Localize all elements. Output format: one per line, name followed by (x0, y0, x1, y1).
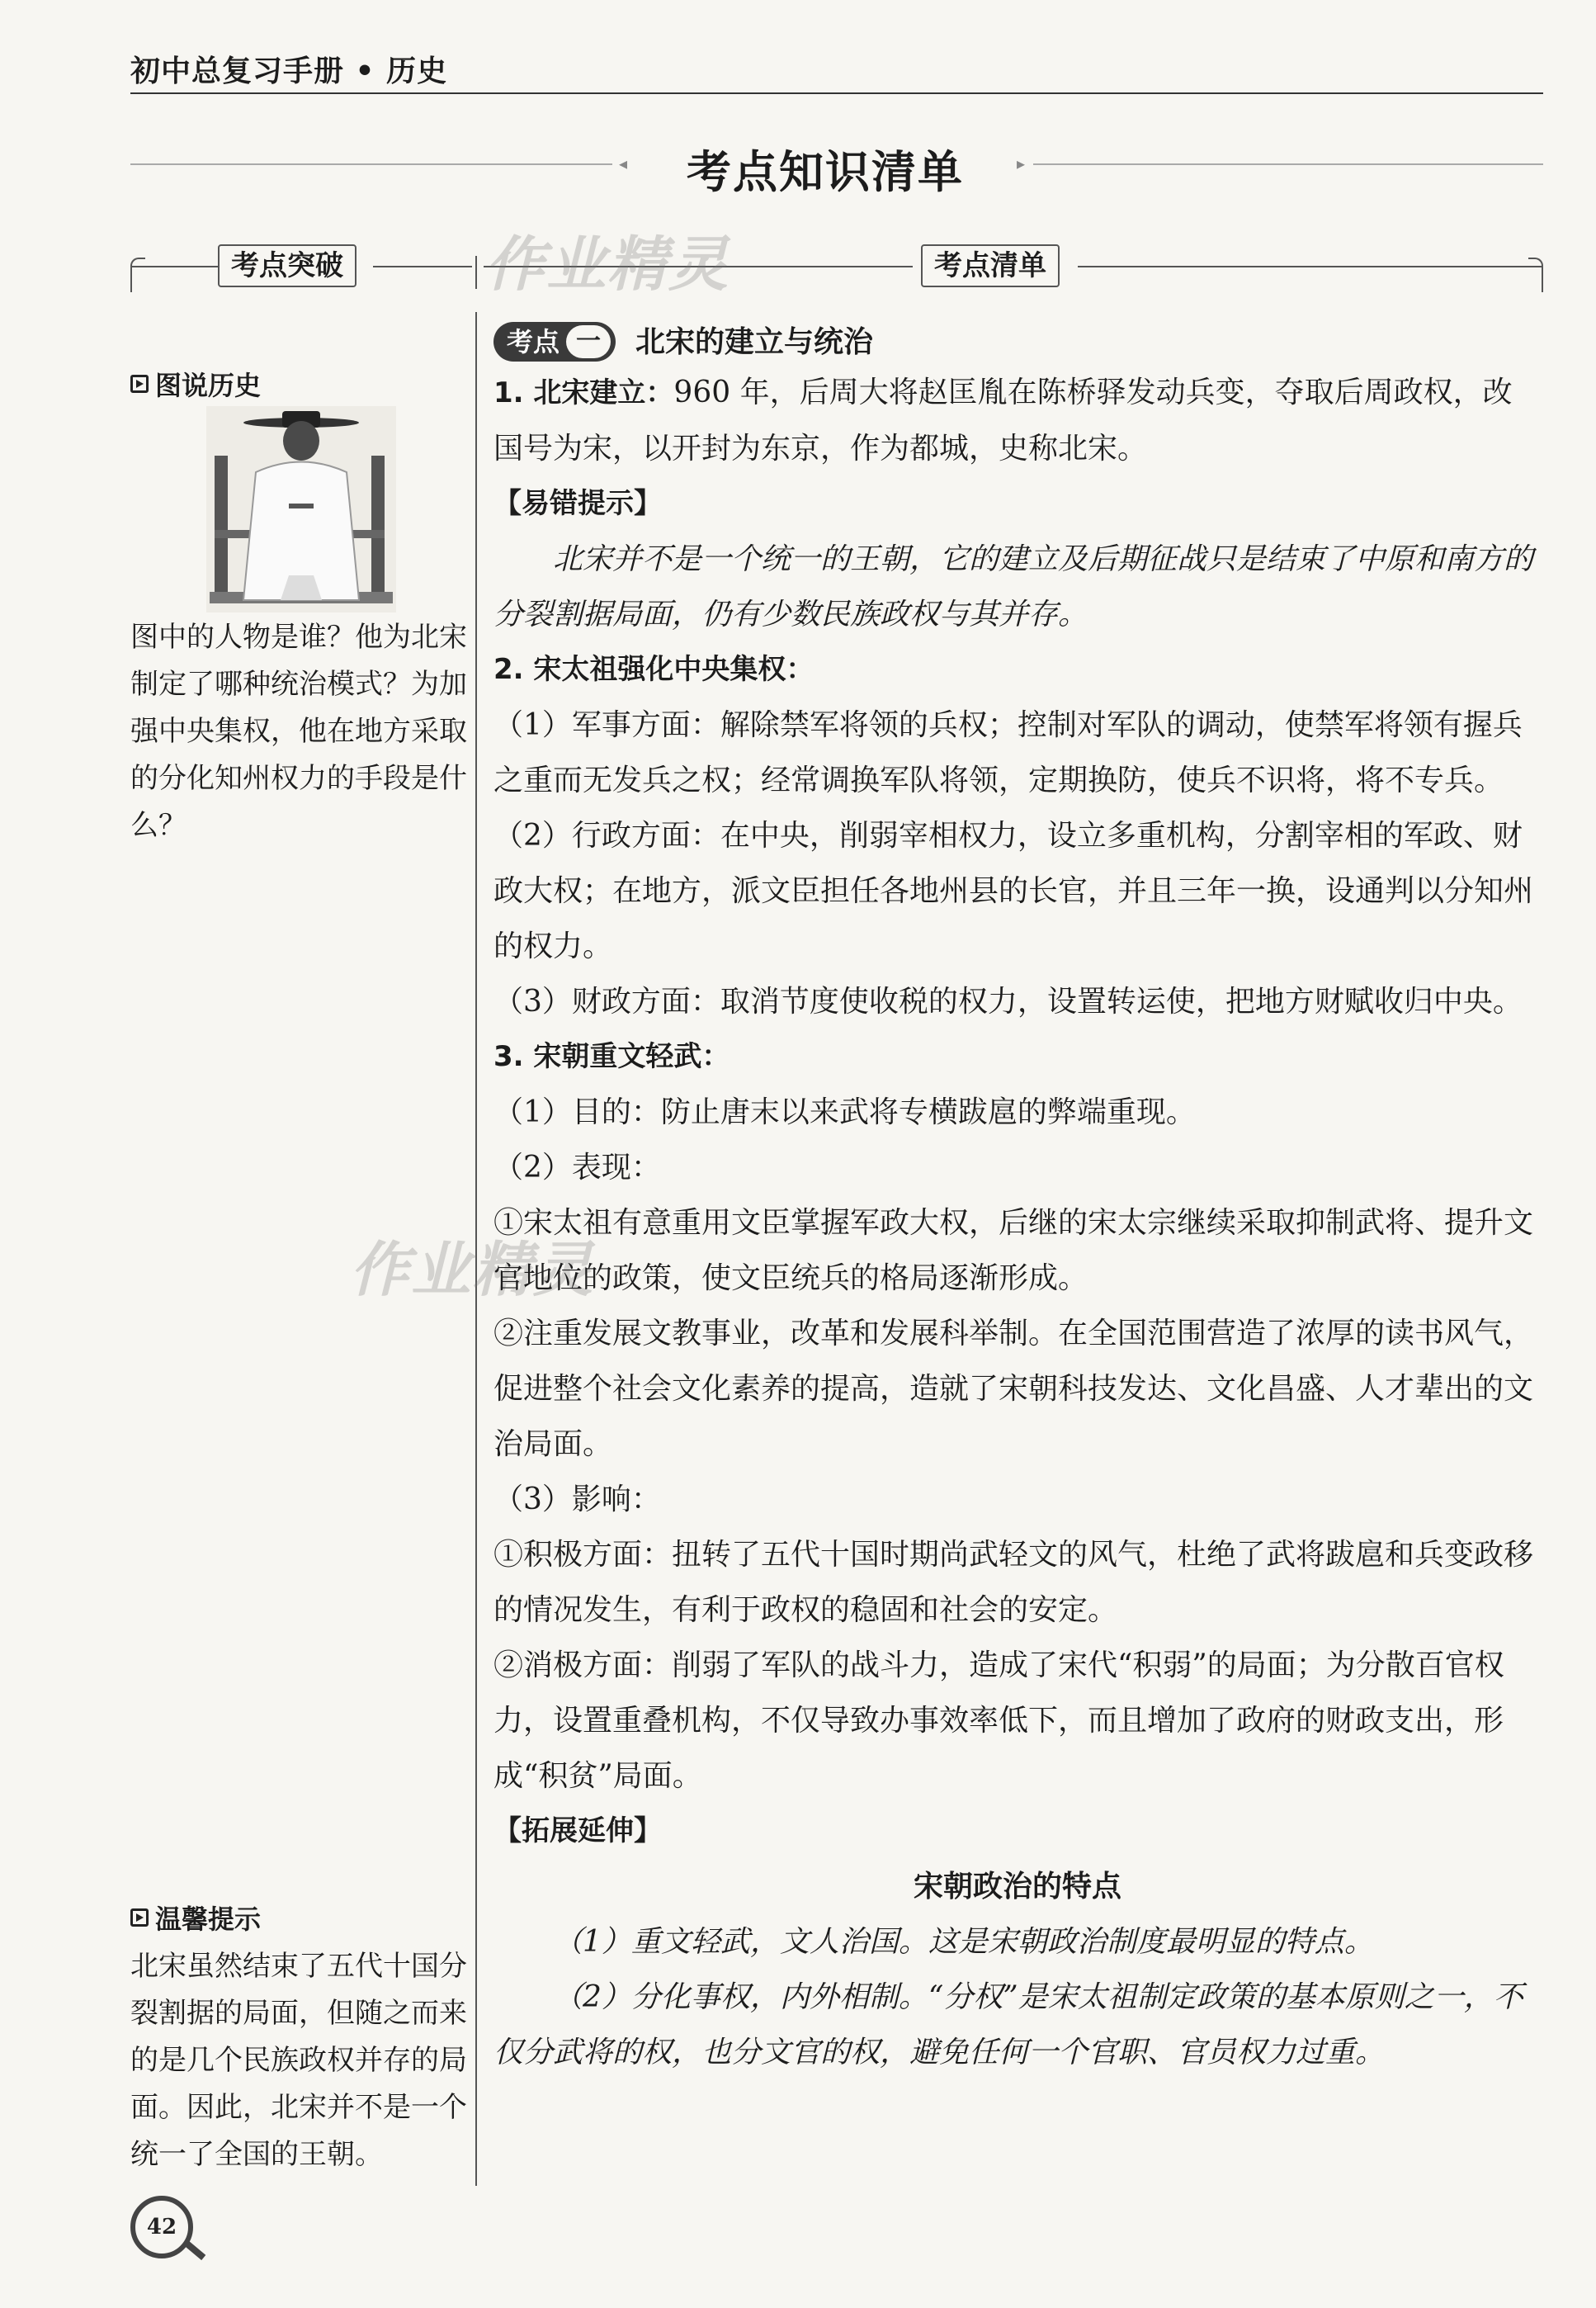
paragraph-3-heading: 3. 宋朝重文轻武： (493, 1040, 730, 1073)
extension-2: （2）分化事权，内外相制。“分权”是宋太祖制定政策的基本原则之一，不仅分武将的权，也分文官的权，避免任何一个官职、官员权力过重。 (493, 1980, 1523, 2069)
play-box-icon (130, 375, 149, 393)
paragraph-3-3b: ②消极方面：削弱了军队的战斗力，造成了宋代“积弱”的局面；为分散百官权力，设置重叠机构，不仅导致办事效率低下，而且增加了政府的财政支出，形成“积贫”局面。 (493, 1648, 1504, 1793)
paragraph-3-2: （2）表现： (493, 1151, 661, 1185)
bracket-left (130, 258, 145, 292)
paragraph-1: 1. 北宋建立：960 年，后周大将赵匡胤在陈桥驿发动兵变，夺取后周政权，改国号为宋，以开封为东京，作为都城，史称北宋。 (493, 376, 1513, 466)
picture-heading: 图说历史 (130, 365, 261, 403)
error-tip-heading: 【易错提示】 (493, 487, 662, 520)
paragraph-3-2b: ②注重发展文教事业，改革和发展科举制。在全国范围营造了浓厚的读书风气，促进整个社会文化素养的提高，造就了宋朝科技发达、文化昌盛、人才辈出的文治局面。 (493, 1317, 1534, 1461)
section-rule-left (130, 163, 612, 165)
main-content (493, 312, 1542, 2080)
paragraph-3-3a: ①积极方面：扭转了五代十国时期尚武轻文的风气，杜绝了武将跋扈和兵变政移的情况发生，有利于政权的稳固和社会的安定。 (493, 1538, 1534, 1627)
watermark: 作业精灵 (350, 1235, 595, 1304)
extension-1: （1）重文轻武，文人治国。这是宋朝政治制度最明显的特点。 (553, 1925, 1374, 1959)
extension-title: 宋朝政治的特点 (913, 1870, 1121, 1904)
tab-line (373, 266, 472, 267)
paragraph-2-2: （2）行政方面：在中央，削弱宰相权力，设立多重机构，分割宰相的军政、财政大权；在地方，派文臣担任各地州县的长官，并且三年一换，设通判以分知州的权力。 (493, 819, 1534, 963)
tab-line (1078, 266, 1542, 267)
tab-kaodian-tupo: 考点突破 (218, 244, 357, 287)
paragraph-3-1: （1）目的：防止唐末以来武将专横跋扈的弊端重现。 (493, 1095, 1196, 1129)
paragraph-2-heading: 2. 宋太祖强化中央集权： (493, 653, 815, 686)
extension-heading: 【拓展延伸】 (493, 1814, 662, 1847)
paragraph-3-2a: ①宋太祖有意重用文臣掌握军政大权，后继的宋太宗继续采取抑制武将、提升文官地位的政策，使文臣统兵的格局逐渐形成。 (493, 1206, 1534, 1295)
tab-kaodian-qingdan: 考点清单 (921, 244, 1060, 287)
play-box-icon (130, 1908, 149, 1927)
picture-question: 图中的人物是谁？他为北宋制定了哪种统治模式？为加强中央集权，他在地方采取的分化知州权力的手段是什么？ (130, 621, 467, 842)
kaodian-badge: 考点 一 (493, 322, 616, 362)
bracket-right (1528, 258, 1543, 292)
paragraph-3-3: （3）影响： (493, 1483, 661, 1516)
page-number: 42 (130, 2196, 193, 2258)
magnifier-tail-icon (184, 2240, 206, 2260)
paragraph-2-1: （1）军事方面：解除禁军将领的兵权；控制对军队的调动，使禁军将领有握兵之重而无发兵之权；经常调换军队将领，定期换防，使兵不识将，将不专兵。 (493, 708, 1523, 797)
header-rule (130, 92, 1543, 94)
section-rule-right (1033, 163, 1543, 165)
tip-text: 北宋虽然结束了五代十国分裂割据的局面，但随之而来的是几个民族政权并存的局面。因此，北宋并不是一个统一了全国的王朝。 (130, 1950, 467, 2171)
kaodian-heading (493, 312, 1542, 365)
right-arrow-icon: ▸ (1017, 154, 1026, 173)
tab-line (475, 256, 477, 289)
section-title: 考点知识清单 (687, 145, 964, 198)
error-tip-body: 北宋并不是一个统一的王朝，它的建立及后期征战只是结束了中原和南方的分裂割据局面，仍有少数民族政权与其并存。 (493, 542, 1534, 631)
emperor-portrait (206, 406, 396, 612)
watermark: 作业精灵 (485, 229, 730, 299)
kaodian-title: 北宋的建立与统治 (635, 324, 874, 359)
left-arrow-icon: ◂ (619, 154, 628, 173)
tip-heading: 温馨提示 (130, 1899, 261, 1937)
paragraph-2-3: （3）财政方面：取消节度使收税的权力，设置转运使，把地方财赋收归中央。 (493, 985, 1523, 1019)
book-title: 初中总复习手册 • 历史 (130, 54, 448, 88)
